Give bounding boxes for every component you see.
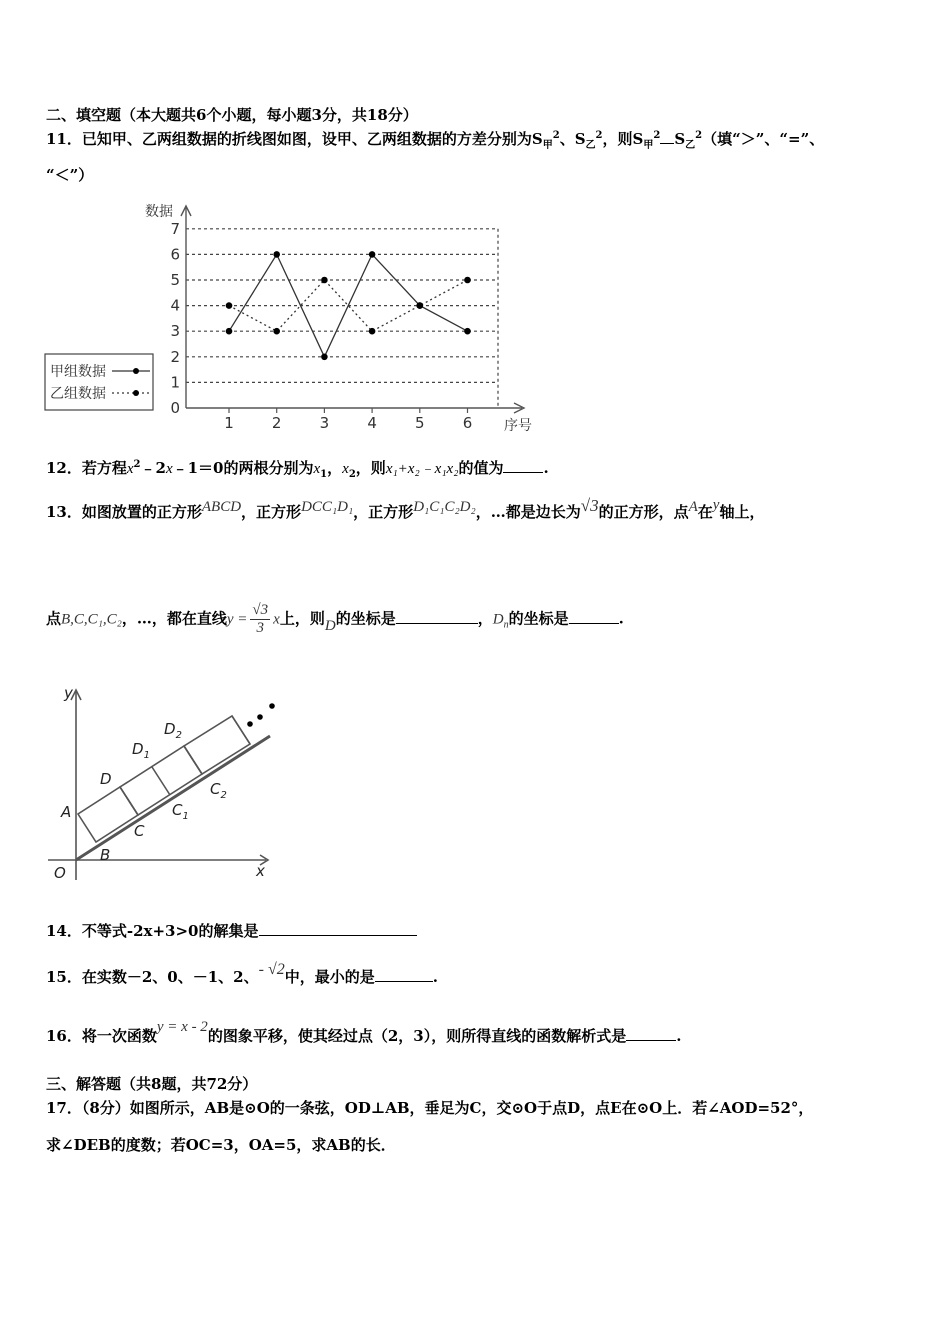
- label-y: y: [64, 684, 73, 702]
- x-tick-label: 4: [367, 414, 377, 432]
- section-heading-solutions: 三、解答题（共8题，共72分）: [46, 1075, 258, 1093]
- label-c2: $C_2$: [210, 780, 227, 801]
- question-11-line2: “＜”）: [46, 166, 94, 184]
- question-16: 16．将一次函数y = x - 2的图象平移，使其经过点（2，3），则所得直线的函数解析式是 .: [46, 1019, 682, 1045]
- y-tick-label: 7: [170, 219, 180, 238]
- line-chart: [40, 196, 560, 436]
- x-tick-label: 3: [319, 414, 330, 432]
- y-axis-title: 数据: [145, 204, 173, 220]
- question-13-line2: 点B,C,C₁,C₂，…，都在直线y = $\frac{√3}{3}$ x上，则D的坐标是 ，$D_n$的坐标是 .: [46, 602, 624, 636]
- fraction-sqrt3-over-3: $\frac{√3}{3}$: [252, 602, 269, 636]
- ellipsis-dot: [269, 703, 275, 709]
- data-point-yi: [369, 328, 376, 335]
- data-point-jia: [226, 328, 233, 335]
- legend-marker: [133, 390, 139, 396]
- data-point-yi: [417, 302, 424, 309]
- data-point-jia: [321, 354, 328, 361]
- question-11-line1: 11．已知甲、乙两组数据的折线图如图，设甲、乙两组数据的方差分别为$S_甲^2$、$S_乙^2$，则$S_甲^2$ $S_乙^2$（填“＞”、“=”、: [46, 130, 825, 151]
- x-tick-label: 6: [462, 414, 473, 432]
- legend-label: 甲组数据: [50, 364, 106, 380]
- ellipsis-dot: [257, 714, 263, 720]
- section-heading-fill-blank: 二、填空题（本大题共6个小题，每小题3分，共18分）: [46, 106, 418, 124]
- question-17-line1: 17．（8分）如图所示，AB是⊙O的一条弦，OD⊥AB，垂足为C，交⊙O于点D，点E在⊙O上．若∠AOD=52°，: [46, 1099, 814, 1117]
- square-d1c1c2d2: [184, 716, 250, 774]
- x-tick-label: 2: [271, 414, 282, 432]
- x-tick-label: 1: [224, 414, 234, 432]
- legend-label: 乙组数据: [50, 386, 106, 402]
- label-o: O: [54, 864, 66, 882]
- label-d1: $D_1$: [132, 740, 150, 761]
- question-12: 12．若方程$x^2﹣2x﹣1=0$的两根分别为$x_1$，$x_2$，则x₁+x₂﹣x₁x₂的值为 .: [46, 459, 549, 480]
- data-point-yi: [226, 302, 233, 309]
- y-tick-label: 3: [170, 322, 180, 341]
- squares-on-line-figure: [44, 684, 284, 884]
- data-point-jia: [369, 251, 376, 258]
- data-point-jia: [273, 251, 280, 258]
- label-x: x: [256, 862, 265, 880]
- label-b: B: [100, 846, 111, 864]
- legend-marker: [133, 368, 139, 374]
- square-abcd: [78, 787, 138, 842]
- x-axis-title: 序号: [504, 418, 532, 434]
- y-tick-label: 5: [170, 271, 180, 289]
- label-a: A: [61, 803, 72, 821]
- ellipsis-dot: [247, 721, 253, 727]
- question-17-line2: 求∠DEB的度数；若OC=3，OA=5，求AB的长．: [46, 1136, 396, 1154]
- line-y-sqrt3-over-3-x: [76, 736, 270, 860]
- label-d2: $D_2$: [164, 720, 182, 741]
- question-14: 14．不等式-2x+3>0的解集是: [46, 920, 417, 941]
- label-c: C: [134, 822, 145, 840]
- data-point-yi: [464, 277, 471, 284]
- y-tick-label: 4: [170, 296, 180, 315]
- x-tick-label: 5: [415, 414, 425, 432]
- data-point-jia: [464, 328, 471, 335]
- y-tick-label: 0: [170, 399, 180, 417]
- y-tick-label: 6: [170, 245, 180, 264]
- y-tick-label: 1: [170, 373, 180, 392]
- question-13-line1: 13．如图放置的正方形ABCD，正方形DCC₁D₁，正方形D₁C₁C₂D₂，…都是边长为√3的正方形，点A在y轴上，: [46, 496, 765, 521]
- label-d: D: [100, 770, 112, 788]
- data-point-yi: [321, 277, 328, 284]
- question-15: 15．在实数－2、0、－1、2、- √2中，最小的是 .: [46, 961, 438, 986]
- data-point-yi: [273, 328, 280, 335]
- label-c1: $C_1$: [172, 801, 189, 822]
- y-tick-label: 2: [170, 347, 180, 366]
